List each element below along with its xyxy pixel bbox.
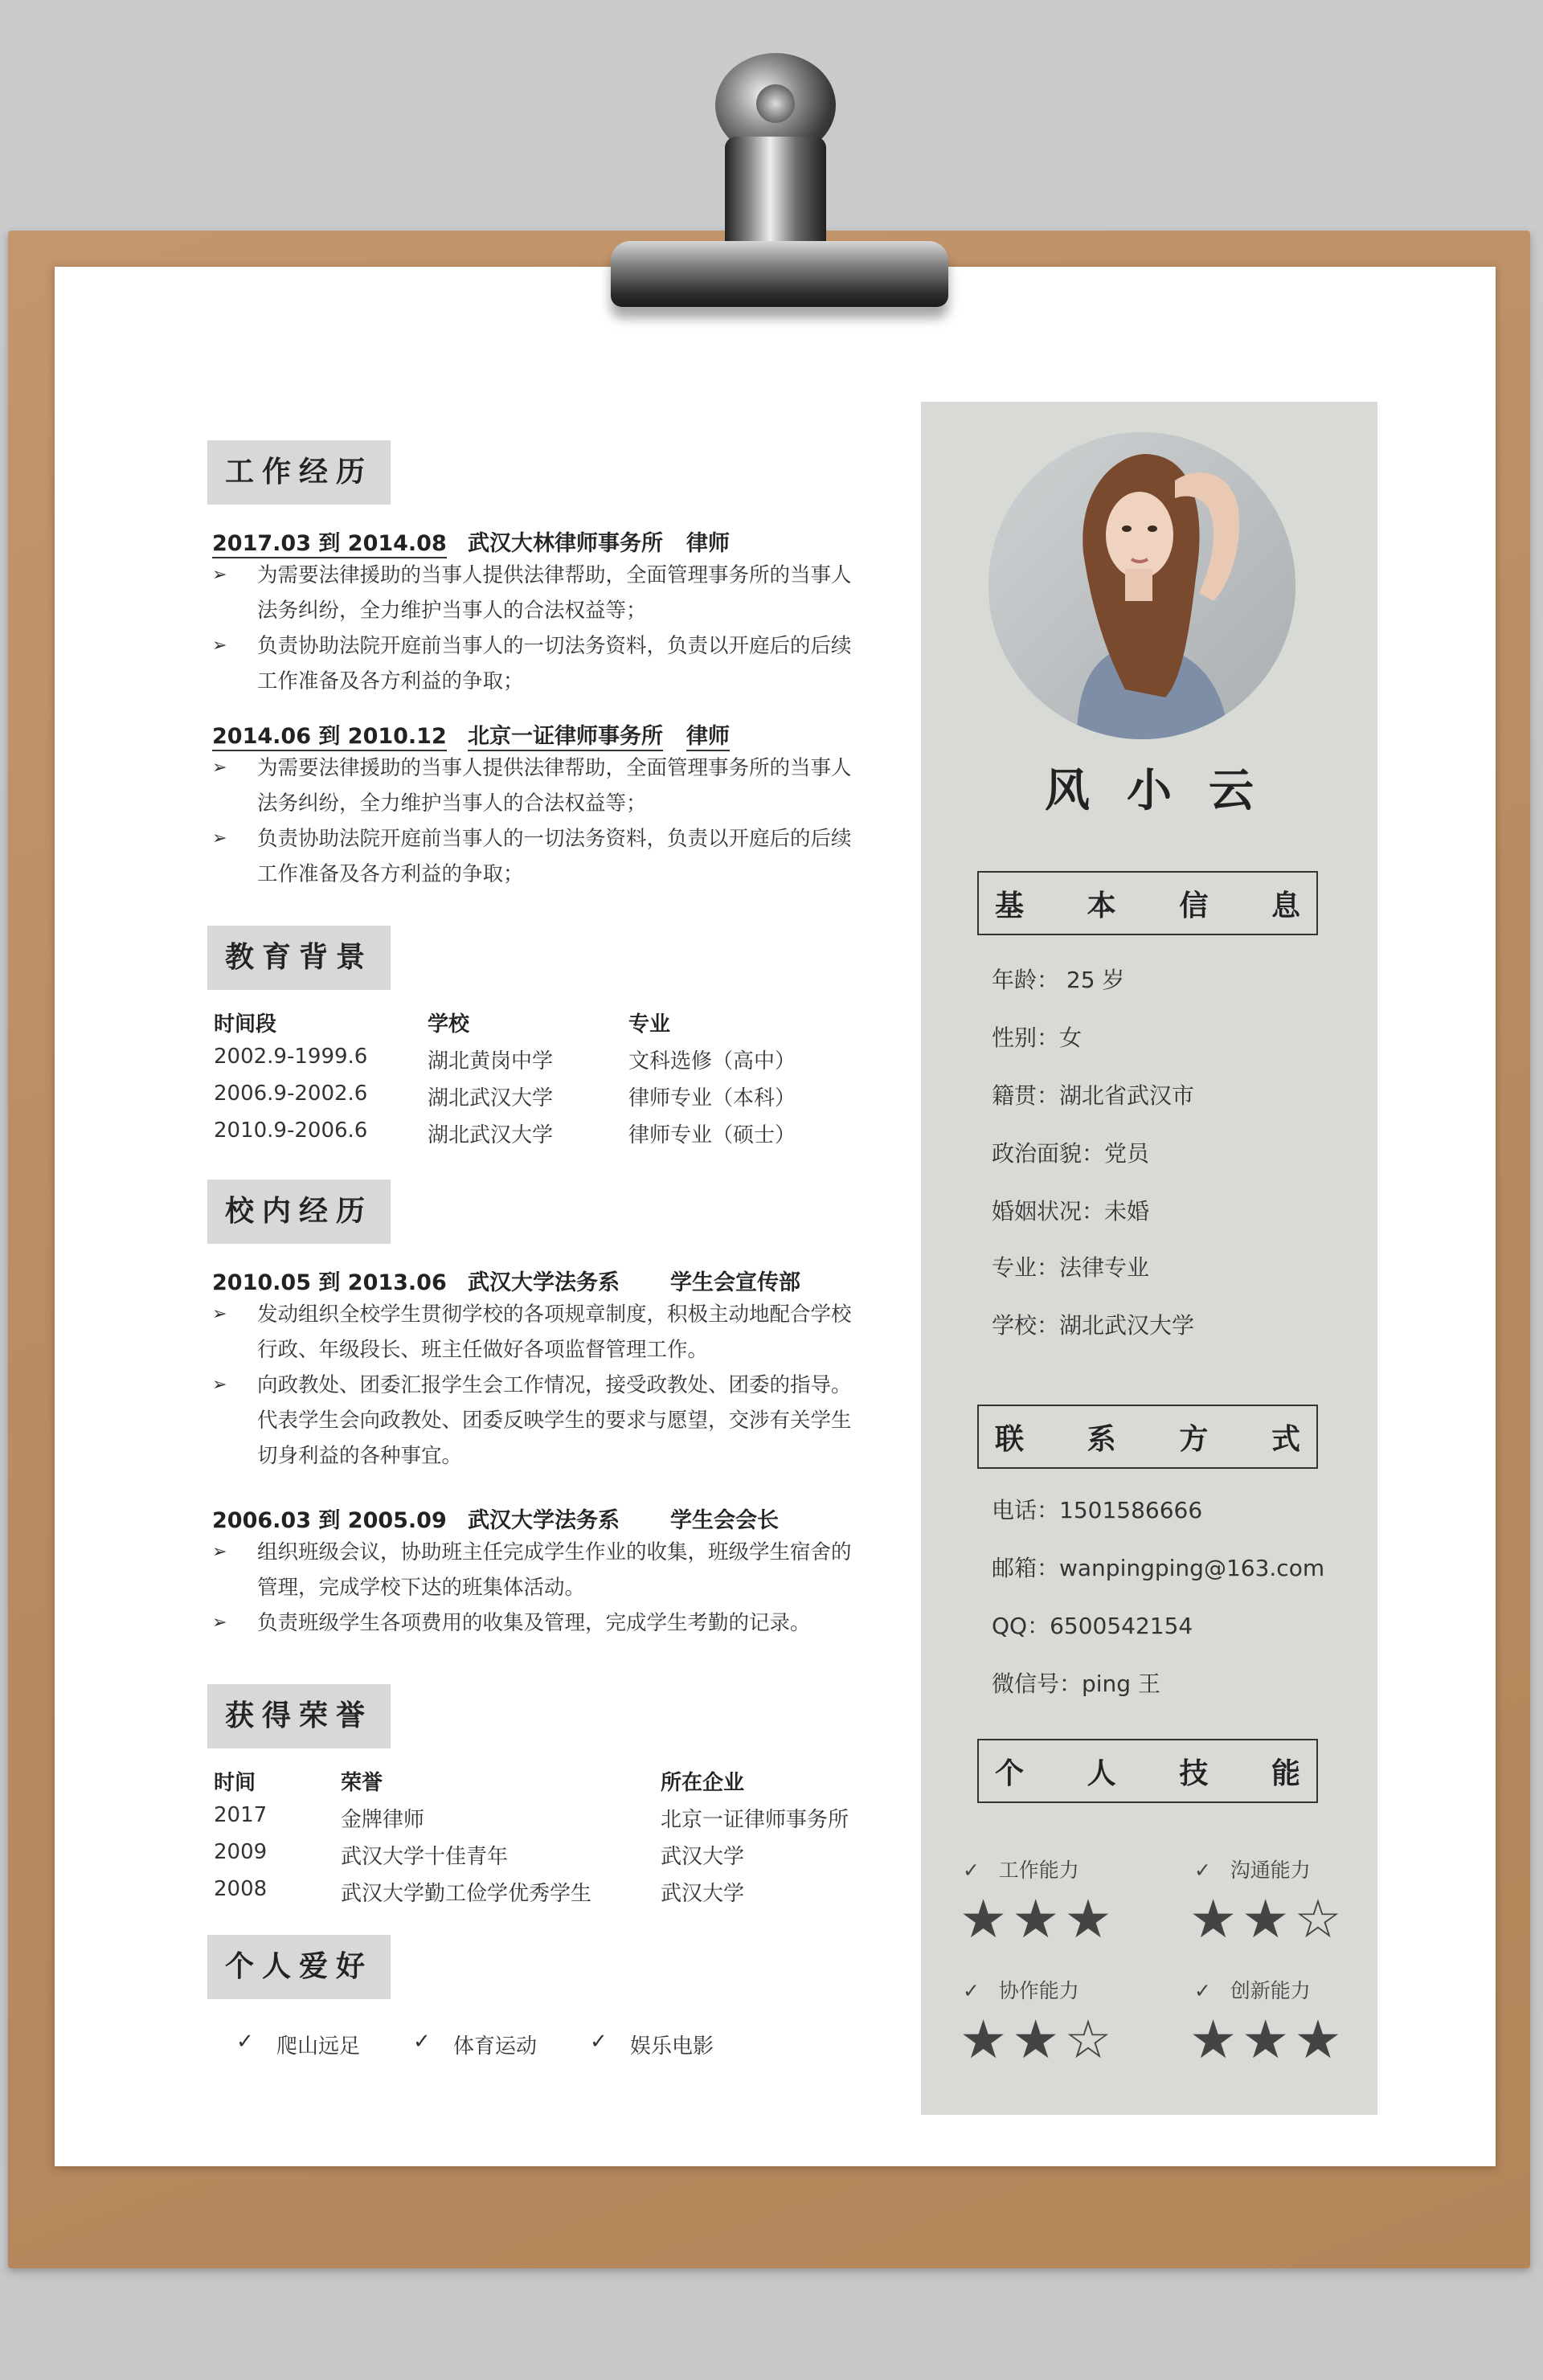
arrow-bullet-icon: ➢ (212, 1542, 227, 1562)
job-bullet: ➢ 为需要法律援助的当事人提供法律帮助，全面管理事务所的当事人法务纠纷，全力维护当事人的合法权益等； (212, 558, 871, 628)
arrow-bullet-icon: ➢ (212, 1375, 227, 1395)
star-empty-icon: ☆ (1294, 1888, 1347, 1950)
contact-email: 邮箱：wanpingping@163.com (992, 1555, 1325, 1581)
job-period: 2014.06 到 2010.12 (212, 718, 447, 751)
campus-section (207, 1180, 852, 1635)
education-section (207, 926, 796, 1147)
info-gender: 性别：女 (992, 1024, 1083, 1051)
table-row: 2008 武汉大学勤工俭学优秀学生 武汉大学 (214, 1877, 745, 1906)
star-empty-icon: ☆ (1064, 2009, 1117, 2071)
skill-work: ✓ 工作能力 (963, 1859, 1079, 1882)
hobby-item: 爬山远足 (276, 2034, 361, 2059)
info-school: 学校：湖北武汉大学 (992, 1312, 1195, 1339)
star-filled-icon: ★ (1189, 2009, 1242, 2071)
campus-bullet: ➢ 发动组织全校学生贯彻学校的各项规章制度，积极主动地配合学校行政、年级段长、班主任做好各项监督管理工作。 (212, 1297, 871, 1368)
hobby-item: 娱乐电影 (630, 2034, 714, 2059)
arrow-bullet-icon: ➢ (212, 828, 227, 849)
check-icon: ✓ (963, 1979, 980, 2002)
hobbies-section (207, 1935, 714, 2059)
skill-innovation: ✓ 创新能力 (1194, 1979, 1311, 2002)
right-sidebar (921, 402, 1377, 2115)
skills-title: 个 人 技 能 (977, 1739, 1318, 1803)
campus-header: 2010.05 到 2013.06 武汉大学法务系 学生会宣传部 (212, 1270, 800, 1295)
section-title-education: 教育背景 (207, 926, 391, 990)
check-icon: ✓ (963, 1859, 980, 1882)
section-title-honors: 获得荣誉 (207, 1684, 391, 1748)
info-politics: 政治面貌：党员 (992, 1140, 1150, 1167)
star-filled-icon: ★ (960, 1888, 1013, 1950)
skill-rating-innovation (1189, 2009, 1347, 2071)
contact-wechat: 微信号：ping 王 (992, 1670, 1160, 1697)
info-major: 专业：法律专业 (992, 1254, 1150, 1281)
hobby-list (236, 2030, 799, 2062)
star-filled-icon: ★ (1242, 2009, 1295, 2071)
section-title-work: 工作经历 (207, 440, 391, 505)
arrow-bullet-icon: ➢ (212, 1304, 227, 1324)
star-filled-icon: ★ (1294, 2009, 1347, 2071)
basic-info-title: 基 本 信 息 (977, 871, 1318, 935)
skill-rating-communication (1189, 1888, 1347, 1950)
info-marital: 婚姻状况：未婚 (992, 1198, 1150, 1225)
check-icon: ✓ (236, 2030, 254, 2054)
hobby-item: 体育运动 (453, 2034, 538, 2059)
arrow-bullet-icon: ➢ (212, 565, 227, 585)
job-org: 武汉大林律师事务所 (468, 531, 663, 556)
work-section (207, 440, 852, 886)
section-title-campus: 校内经历 (207, 1180, 391, 1244)
table-row: 2006.9-2002.6 湖北武汉大学 律师专业（本科） (214, 1082, 796, 1110)
avatar (988, 432, 1295, 739)
profile-name: 风小云 (1045, 765, 1291, 817)
contact-title: 联 系 方 式 (977, 1405, 1318, 1469)
check-icon: ✓ (413, 2030, 431, 2054)
job-role: 律师 (686, 531, 730, 556)
skill-rating-work (960, 1888, 1117, 1950)
job-bullet: ➢ 为需要法律援助的当事人提供法律帮助，全面管理事务所的当事人法务纠纷，全力维护当事人的合法权益等； (212, 750, 871, 821)
job-header (212, 525, 871, 558)
job-header (212, 718, 871, 750)
honors-section (207, 1684, 849, 1906)
arrow-bullet-icon: ➢ (212, 758, 227, 778)
star-filled-icon: ★ (1012, 1888, 1065, 1950)
job-org: 北京一证律师事务所 (468, 718, 663, 751)
check-icon: ✓ (1194, 1859, 1211, 1882)
table-row: 2017 金牌律师 北京一证律师事务所 (214, 1803, 849, 1832)
campus-bullet: ➢ 组织班级会议，协助班主任完成学生作业的收集，班级学生宿舍的管理，完成学校下达的班集体活动。 (212, 1535, 871, 1605)
table-row: 2010.9-2006.6 湖北武汉大学 律师专业（硕士） (214, 1118, 796, 1147)
campus-bullet: ➢ 向政教处、团委汇报学生会工作情况，接受政教处、团委的指导。代表学生会向政教处、团委反映学生的要求与愿望，交涉有关学生切身利益的各种事宜。 (212, 1368, 871, 1474)
table-row: 2002.9-1999.6 湖北黄岗中学 文科选修（高中） (214, 1045, 796, 1073)
job-role: 律师 (686, 718, 730, 751)
info-age: 年龄： 25 岁 (992, 967, 1125, 993)
check-icon: ✓ (590, 2030, 608, 2054)
star-filled-icon: ★ (1012, 2009, 1065, 2071)
job-bullet: ➢ 负责协助法院开庭前当事人的一切法务资料，负责以开庭后的后续工作准备及各方利益的争取； (212, 821, 871, 892)
job-bullet: ➢ 负责协助法院开庭前当事人的一切法务资料，负责以开庭后的后续工作准备及各方利益的争取； (212, 628, 871, 699)
arrow-bullet-icon: ➢ (212, 636, 227, 656)
contact-qq: QQ：6500542154 (992, 1613, 1193, 1639)
table-row: 2009 武汉大学十佳青年 武汉大学 (214, 1840, 745, 1869)
star-filled-icon: ★ (1064, 1888, 1117, 1950)
info-hometown: 籍贯：湖北省武汉市 (992, 1082, 1195, 1109)
campus-header: 2006.03 到 2005.09 武汉大学法务系 学生会会长 (212, 1508, 779, 1533)
job-period: 2017.03 到 2014.08 (212, 525, 447, 558)
arrow-bullet-icon: ➢ (212, 1613, 227, 1633)
star-filled-icon: ★ (1242, 1888, 1295, 1950)
skill-cooperation: ✓ 协作能力 (963, 1979, 1079, 2002)
binder-clip-icon (579, 48, 948, 354)
campus-bullet: ➢ 负责班级学生各项费用的收集及管理，完成学生考勤的记录。 (212, 1605, 871, 1641)
star-filled-icon: ★ (1189, 1888, 1242, 1950)
skill-rating-cooperation (960, 2009, 1117, 2071)
contact-phone: 电话：1501586666 (992, 1497, 1203, 1523)
section-title-hobbies: 个人爱好 (207, 1935, 391, 1999)
table-header: 时间段 学校 专业 (214, 1012, 671, 1037)
table-header: 时间 荣誉 所在企业 (214, 1771, 745, 1795)
skill-communication: ✓ 沟通能力 (1194, 1859, 1311, 1882)
star-filled-icon: ★ (960, 2009, 1013, 2071)
check-icon: ✓ (1194, 1979, 1211, 2002)
